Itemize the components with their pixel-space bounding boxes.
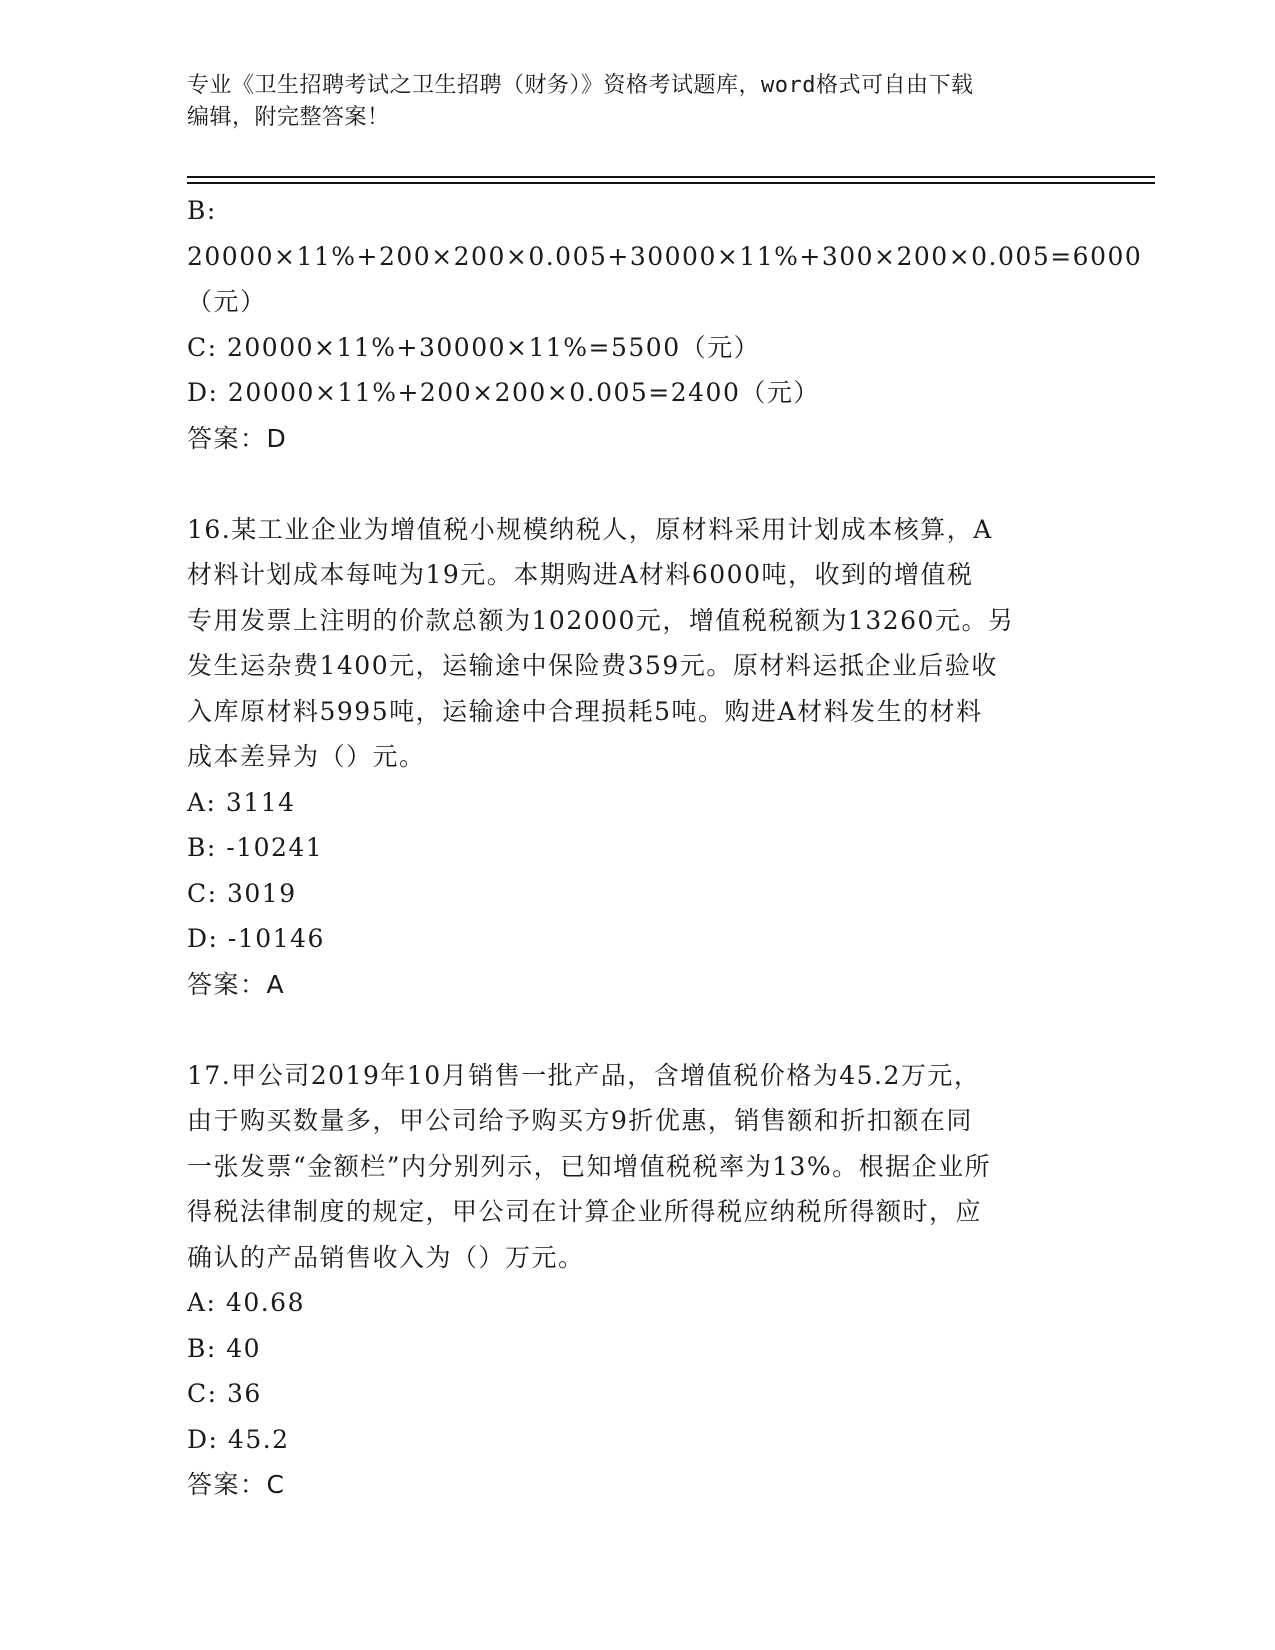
header-line-2: 编辑，附完整答案！ [187, 105, 390, 130]
option-a: A: 40.68 [187, 1288, 305, 1317]
option-c: C: 3019 [187, 878, 297, 908]
question-text-line: 17.甲公司2019年10月销售一批产品，含增值税价格为45.2万元， [187, 1060, 981, 1090]
answer-label: 答案：C [187, 1470, 286, 1499]
header-line-1: 专业《卫生招聘考试之卫生招聘（财务）》资格考试题库，word格式可自由下载 [187, 73, 974, 98]
question-17 [187, 1053, 1087, 1508]
answer-label: 答案：A [187, 969, 286, 999]
header-divider-bottom [187, 182, 1155, 184]
option-d: D: 45.2 [187, 1424, 290, 1454]
spacer [187, 461, 1087, 507]
question-text-line: 发生运杂费1400元，运输途中保险费359元。原材料运抵企业后验收 [187, 651, 998, 680]
question-text-line: 由于购买数量多，甲公司给予购买方9折优惠，销售额和折扣额在同 [187, 1106, 973, 1135]
document-body [187, 188, 1143, 1508]
question-text-line: 确认的产品销售收入为（）万元。 [187, 1242, 585, 1272]
option-b-line-1: B: 20000×11%+200×200×0.005+30000×11%+300×200×0.005=6000 [187, 196, 1143, 271]
answer-label: 答案：D [187, 423, 288, 453]
option-b: B: -10241 [187, 833, 324, 862]
header-divider-top [187, 176, 1155, 178]
question-text-line: 材料计划成本每吨为19元。本期购进A材料6000吨，收到的增值税 [187, 560, 974, 589]
option-b: B: 40 [187, 1333, 262, 1363]
question-text-line: 16.某工业企业为增值税小规模纳税人，原材料采用计划成本核算，A [187, 514, 993, 544]
option-c: C: 36 [187, 1379, 262, 1408]
question-15-continued [187, 188, 1143, 461]
question-text-line: 成本差异为（）元。 [187, 742, 426, 771]
document-header [187, 70, 1067, 134]
question-text-line: 入库原材料5995吨，运输途中合理损耗5吨。购进A材料发生的材料 [187, 696, 983, 726]
option-b-line-2: （元） [187, 287, 267, 316]
question-text-line: 一张发票“金额栏”内分别列示，已知增值税税率为13%。根据企业所 [187, 1151, 992, 1181]
option-a: A: 3114 [187, 787, 296, 817]
option-d: D: 20000×11%+200×200×0.005=2400（元） [187, 378, 820, 407]
question-text-line: 得税法律制度的规定，甲公司在计算企业所得税应纳税所得额时，应 [187, 1197, 983, 1226]
question-text-line: 专用发票上注明的价款总额为102000元，增值税税额为13260元。另 [187, 605, 1015, 635]
option-d: D: -10146 [187, 924, 325, 953]
question-16 [187, 507, 1087, 1008]
option-c: C: 20000×11%+30000×11%=5500（元） [187, 332, 761, 362]
spacer [187, 1007, 1087, 1053]
